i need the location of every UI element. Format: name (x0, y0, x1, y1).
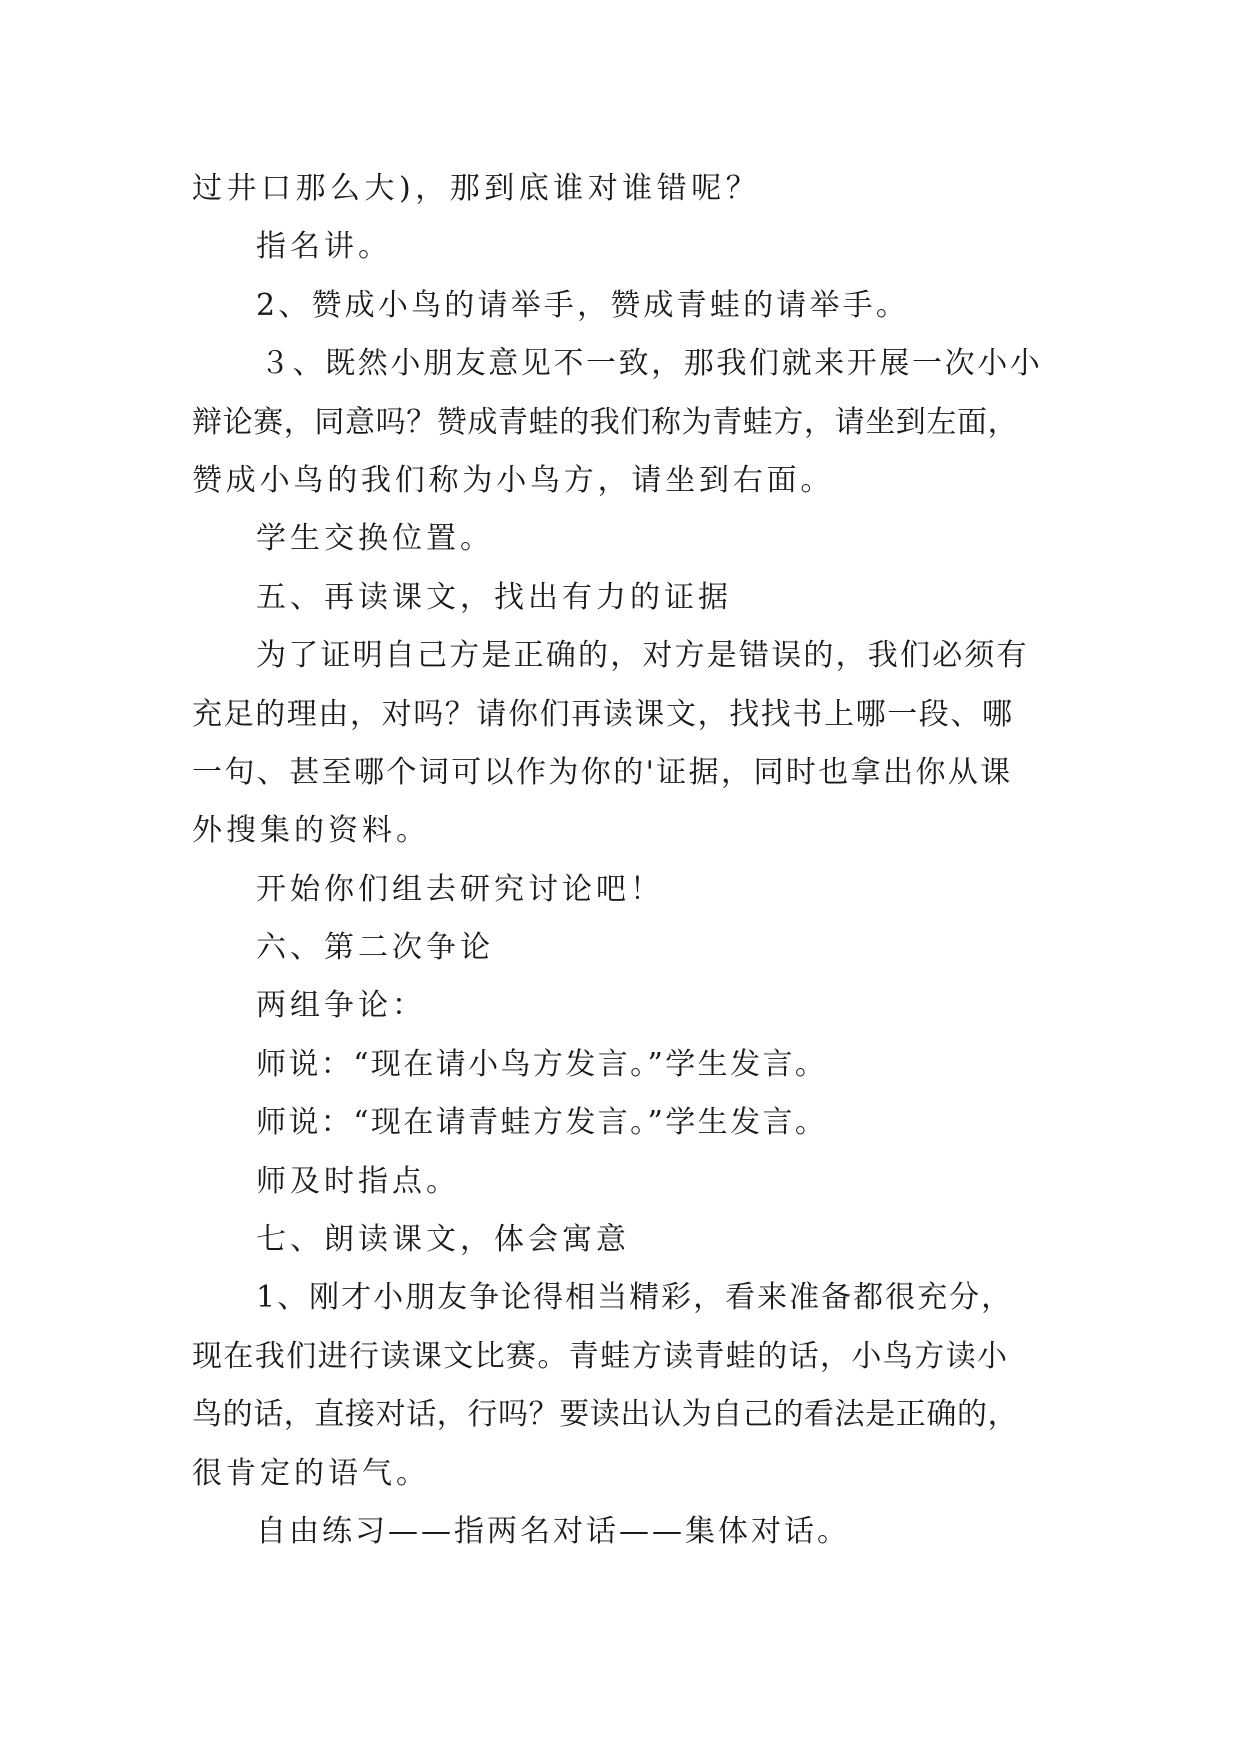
text-line: 为了证明自己方是正确的，对方是错误的，我们必须有 (256, 638, 1029, 674)
text-line: 指名讲。 (256, 229, 392, 265)
text-line: 六、第二次争论 (256, 930, 494, 966)
text-line: 现在我们进行读课文比赛。青蛙方读青蛙的话，小鸟方读小 (192, 1338, 1009, 1374)
text-line: 自由练习——指两名对话——集体对话。 (256, 1513, 850, 1549)
text-line: 1、刚才小朋友争论得相当精彩，看来准备都很充分， (256, 1280, 1014, 1316)
text-line: 鸟的话，直接对话，行吗？要读出认为自己的看法是正确的， (192, 1397, 1019, 1433)
text-line: 辩论赛，同意吗？赞成青蛙的我们称为青蛙方，请坐到左面， (192, 404, 1019, 440)
text-line: 学生交换位置。 (256, 521, 494, 557)
text-line: 七、朗读课文，体会寓意 (256, 1222, 630, 1258)
text-line: 师及时指点。 (256, 1163, 460, 1199)
text-line: 赞成小鸟的我们称为小鸟方，请坐到右面。 (192, 462, 835, 498)
text-line: 一句、甚至哪个词可以作为你的'证据，同时也拿出你从课 (192, 754, 1013, 790)
text-line: 很肯定的语气。 (192, 1455, 430, 1491)
text-line: ３、既然小朋友意见不一致，那我们就来开展一次小小 (260, 346, 1043, 382)
text-line: 过井口那么大)，那到底谁对谁错呢？ (192, 171, 761, 206)
text-line: 师说：“现在请青蛙方发言。”学生发言。 (256, 1105, 828, 1141)
text-line: 两组争论： (256, 988, 426, 1024)
document-body (192, 160, 1062, 1561)
text-line: 外搜集的资料。 (192, 813, 430, 849)
text-line: 五、再读课文，找出有力的证据 (256, 579, 732, 615)
text-line: 2、赞成小鸟的请举手，赞成青蛙的请举手。 (256, 287, 910, 323)
text-line: 充足的理由，对吗？请你们再读课文，找找书上哪一段、哪 (192, 696, 1014, 732)
text-line: 师说：“现在请小鸟方发言。”学生发言。 (256, 1046, 828, 1082)
text-line: 开始你们组去研究讨论吧！ (256, 871, 664, 907)
